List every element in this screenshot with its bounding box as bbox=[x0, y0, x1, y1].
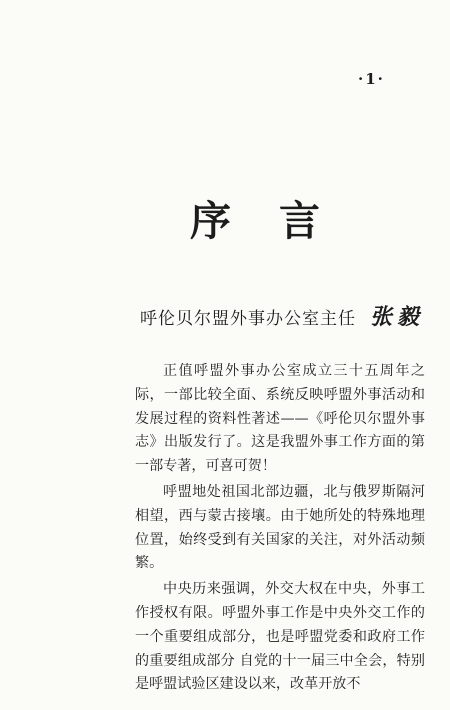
paragraph: 呼盟地处祖国北部边疆，北与俄罗斯隔河相望，西与蒙古接壤。由于她所处的特殊地理位置，始终受到有关国家的关注，对外活动频繁。 bbox=[135, 483, 425, 572]
paragraph: 中央历来强调，外交大权在中央，外事工作授权有限。呼盟外事工作是中央外交工作的一个重要组成部分，也是呼盟党委和政府工作的重要组成部分 自党的十一届三中全会，特别是呼盟试验区建设以来，改革开放不 bbox=[135, 581, 425, 693]
page-number: ·1· bbox=[358, 70, 385, 88]
author-title: 呼伦贝尔盟外事办公室主任 bbox=[140, 309, 356, 329]
page-title: 序言 bbox=[190, 197, 368, 245]
paragraph: 正值呼盟外事办公室成立三十五周年之际，一部比较全面、系统反映呼盟外事活动和发展过程的资料性著述——《呼伦贝尔盟外事志》出版发行了。这是我盟外事工作方面的第一部专著，可喜可贺！ bbox=[135, 363, 425, 475]
author-line bbox=[140, 300, 424, 331]
body-text bbox=[135, 360, 425, 697]
author-signature: 张毅 bbox=[370, 304, 425, 330]
